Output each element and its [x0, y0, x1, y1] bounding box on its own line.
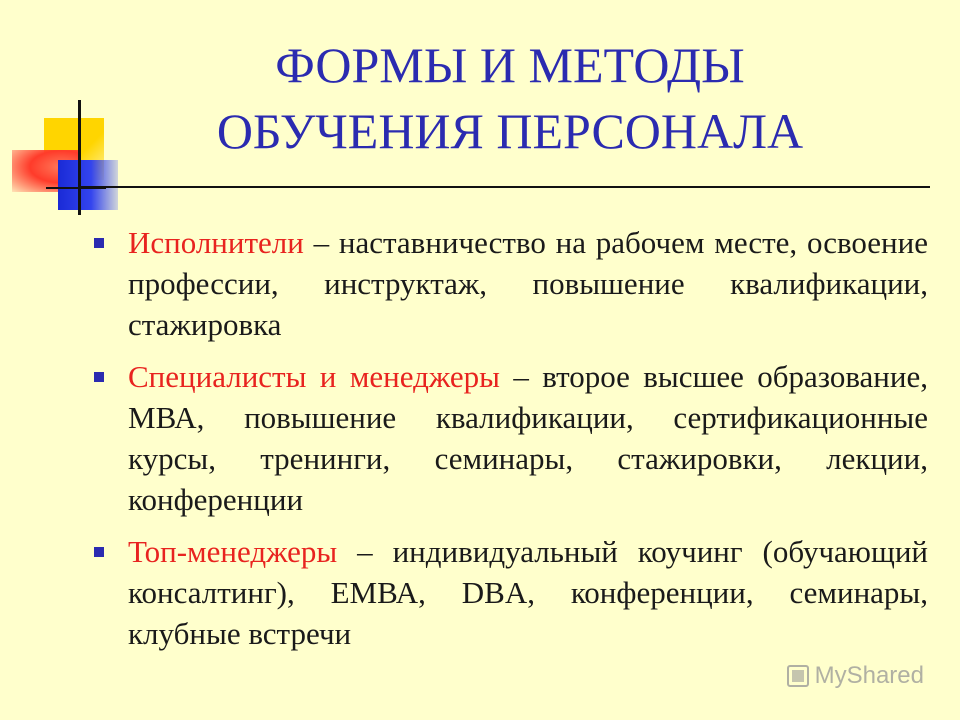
title-underline-rule	[80, 186, 930, 188]
watermark-logo-icon	[787, 665, 809, 687]
slide-title	[120, 32, 900, 164]
bullet-item-top-managers	[88, 531, 928, 654]
watermark-text: MyShared	[814, 662, 924, 689]
square-bullet-icon	[94, 238, 104, 248]
square-bullet-icon	[94, 547, 104, 557]
bullet-lead: Специалисты и менеджеры	[128, 359, 500, 394]
slide-title-line-2: ОБУЧЕНИЯ ПЕРСОНАЛА	[216, 103, 804, 159]
bullet-text: – второе высшее образование, МВА, повышение квалификации, сертификационные курсы, тренинги, семинары, стажировки, лекции, конференции	[128, 359, 928, 517]
vertical-rule	[78, 100, 81, 215]
bullet-item-specialists	[88, 356, 928, 520]
square-bullet-icon	[94, 372, 104, 382]
blue-square-shape	[58, 160, 118, 210]
bullet-list	[88, 222, 928, 665]
bullet-lead: Топ-менеджеры	[128, 534, 338, 569]
slide-title-line-1: ФОРМЫ И МЕТОДЫ	[275, 37, 745, 93]
bullet-lead: Исполнители	[128, 225, 304, 260]
bullet-item-performers	[88, 222, 928, 345]
bullet-text: – наставничество на рабочем месте, освоение профессии, инструктаж, повышение квалификации, стажировка	[128, 225, 928, 342]
bullet-text: – индивидуальный коучинг (обучающий консалтинг), ЕМВА, DBA, конференции, семинары, клубные встречи	[128, 534, 928, 651]
watermark	[787, 662, 924, 690]
